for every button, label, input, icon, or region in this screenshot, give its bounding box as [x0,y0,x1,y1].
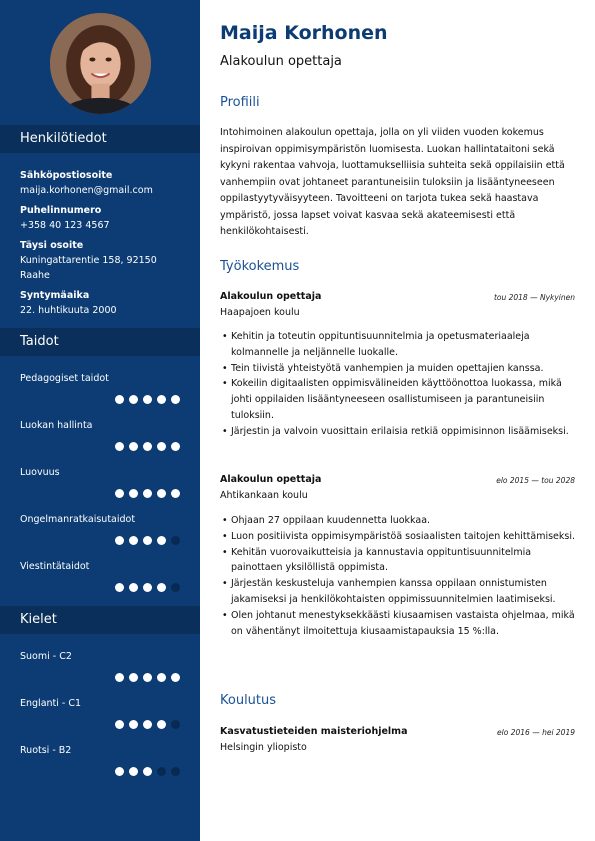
rating-dot-filled [157,395,166,404]
profile-text: Intohimoinen alakoulun opettaja, jolla on yli viiden vuoden kokemus inspiroivan oppimisympäristön luomisesta. Luokan hallintataitoni sekä kykyni rakentaa vahvoja, luottamukselliisia suhteita sekä oppilaisiin että vanhempiin ovat johtaneet parantuneisiin tuloksiin ja lisääntyneeseen oppilastyytyväisyyteen. Tavoitteeni on tarjota tukea sekä haastava ympäristö, jossa lapset voivat kasvaa sekä akateemisesti että henkilökohtaisesti. [220,127,565,237]
list-item: • Olen johtanut menestyksekkäästi kiusaamisen vastaista ohjelmaa, mikä on vähentänyt ilmoitettuja kiusaamistapauksia 15 %:lla. [222,608,580,640]
rating-dot-filled [157,673,166,682]
rating-dot-filled [171,489,180,498]
birthdate-value: 22. huhtikuuta 2000 [20,305,117,316]
rating-dot-filled [115,395,124,404]
rating-dot-filled [115,767,124,776]
rating-dot-filled [143,673,152,682]
rating-dot-filled [143,489,152,498]
profile-heading: Profiili [220,95,260,110]
rating-dot-filled [157,720,166,729]
rating-dot-filled [129,720,138,729]
list-item: • Kokeilin digitaalisten oppimisvälineiden käyttöönottoa luokassa, mikä johti oppilaiden lisääntyneeseen osallistumiseen ja parantuneisiin tuloksiin. [222,376,580,423]
rating-dot-filled [143,583,152,592]
rating-dot-filled [143,536,152,545]
rating-dot-filled [129,767,138,776]
rating-dot-empty [171,720,180,729]
rating-dot-filled [129,489,138,498]
birthdate-label: Syntymäaika [20,290,90,301]
skill-name: Luovuus [20,467,60,478]
skill-rating [115,395,180,404]
personal-info-heading: Henkilötiedot [0,125,200,153]
rating-dot-empty [171,767,180,776]
language-rating [115,720,180,729]
rating-dot-empty [171,583,180,592]
skill-name: Pedagogiset taidot [20,373,109,384]
language-name: Englanti - C1 [20,698,82,709]
rating-dot-filled [143,767,152,776]
skills-heading: Taidot [0,328,200,356]
rating-dot-filled [157,442,166,451]
education-date: elo 2016 — hei 2019 [497,728,575,737]
language-name: Ruotsi - B2 [20,745,72,756]
rating-dot-filled [115,489,124,498]
language-name: Suomi - C2 [20,651,72,662]
rating-dot-empty [171,536,180,545]
phone-label: Puhelinnumero [20,205,102,216]
job-duties-list [222,329,580,440]
job-title: Alakoulun opettaja [220,291,322,302]
job-title: Alakoulun opettaja [220,474,322,485]
skill-rating [115,583,180,592]
phone-value: +358 40 123 4567 [20,220,110,231]
portrait-image [50,13,151,114]
school-name: Helsingin yliopisto [220,742,307,753]
rating-dot-filled [129,673,138,682]
job-employer: Ahtikankaan koulu [220,490,308,501]
rating-dot-empty [157,767,166,776]
rating-dot-filled [129,442,138,451]
job-date: elo 2015 — tou 2028 [496,476,575,485]
language-rating [115,673,180,682]
list-item: • Järjestin ja valvoin vuosittain erilaisia retkiä oppimisinnon lisäämiseksi. [222,424,580,440]
job-date: tou 2018 — Nykyinen [493,293,575,302]
rating-dot-filled [143,395,152,404]
skill-rating [115,442,180,451]
job-role: Alakoulun opettaja [220,54,342,69]
skill-name: Ongelmanratkaisutaidot [20,514,136,525]
language-rating [115,767,180,776]
list-item: • Luon positiivista oppimisympäristöä sosiaalisten taitojen kehittämiseksi. [222,529,580,545]
job-employer: Haapajoen koulu [220,307,300,318]
address-value: Kuningattarentie 158, 92150 Raahe [20,255,157,281]
email-label: Sähköpostiosoite [20,170,113,181]
rating-dot-filled [129,536,138,545]
languages-heading: Kielet [0,606,200,634]
experience-heading: Työkokemus [220,259,300,274]
education-heading: Koulutus [220,693,277,708]
sidebar [0,0,200,841]
rating-dot-filled [157,489,166,498]
rating-dot-filled [171,673,180,682]
rating-dot-filled [143,442,152,451]
rating-dot-filled [115,583,124,592]
list-item: • Ohjaan 27 oppilaan kuudennetta luokkaa. [222,513,580,529]
address-label: Täysi osoite [20,240,84,251]
rating-dot-filled [157,536,166,545]
profile-photo [50,13,151,114]
rating-dot-filled [115,536,124,545]
rating-dot-filled [157,583,166,592]
rating-dot-filled [143,720,152,729]
rating-dot-filled [115,720,124,729]
rating-dot-filled [129,583,138,592]
rating-dot-filled [171,395,180,404]
rating-dot-filled [115,442,124,451]
rating-dot-filled [171,442,180,451]
degree-title: Kasvatustieteiden maisteriohjelma [220,726,408,737]
skill-name: Luokan hallinta [20,420,93,431]
job-duties-list [222,513,580,639]
person-name: Maija Korhonen [220,22,388,44]
list-item: • Kehitin ja toteutin oppituntisuunnitelmia ja opetusmateriaaleja kolmannelle ja neljännelle luokalle. [222,329,580,361]
list-item: • Järjestän keskusteluja vanhempien kanssa oppilaan onnistumisten jakamiseksi ja henkilökohtaisten oppimissuunnitelmien laatimiseksi. [222,576,580,608]
skill-rating [115,536,180,545]
list-item: • Kehitän vuorovaikutteisia ja kannustavia oppituntisuunnitelmia painottaen yksilöllistä oppimista. [222,545,580,577]
skill-rating [115,489,180,498]
rating-dot-filled [115,673,124,682]
skill-name: Viestintätaidot [20,561,90,572]
email-value: maija.korhonen@gmail.com [20,185,153,196]
list-item: • Tein tiivistä yhteistyötä vanhempien ja muiden opettajien kanssa. [222,361,580,377]
rating-dot-filled [129,395,138,404]
